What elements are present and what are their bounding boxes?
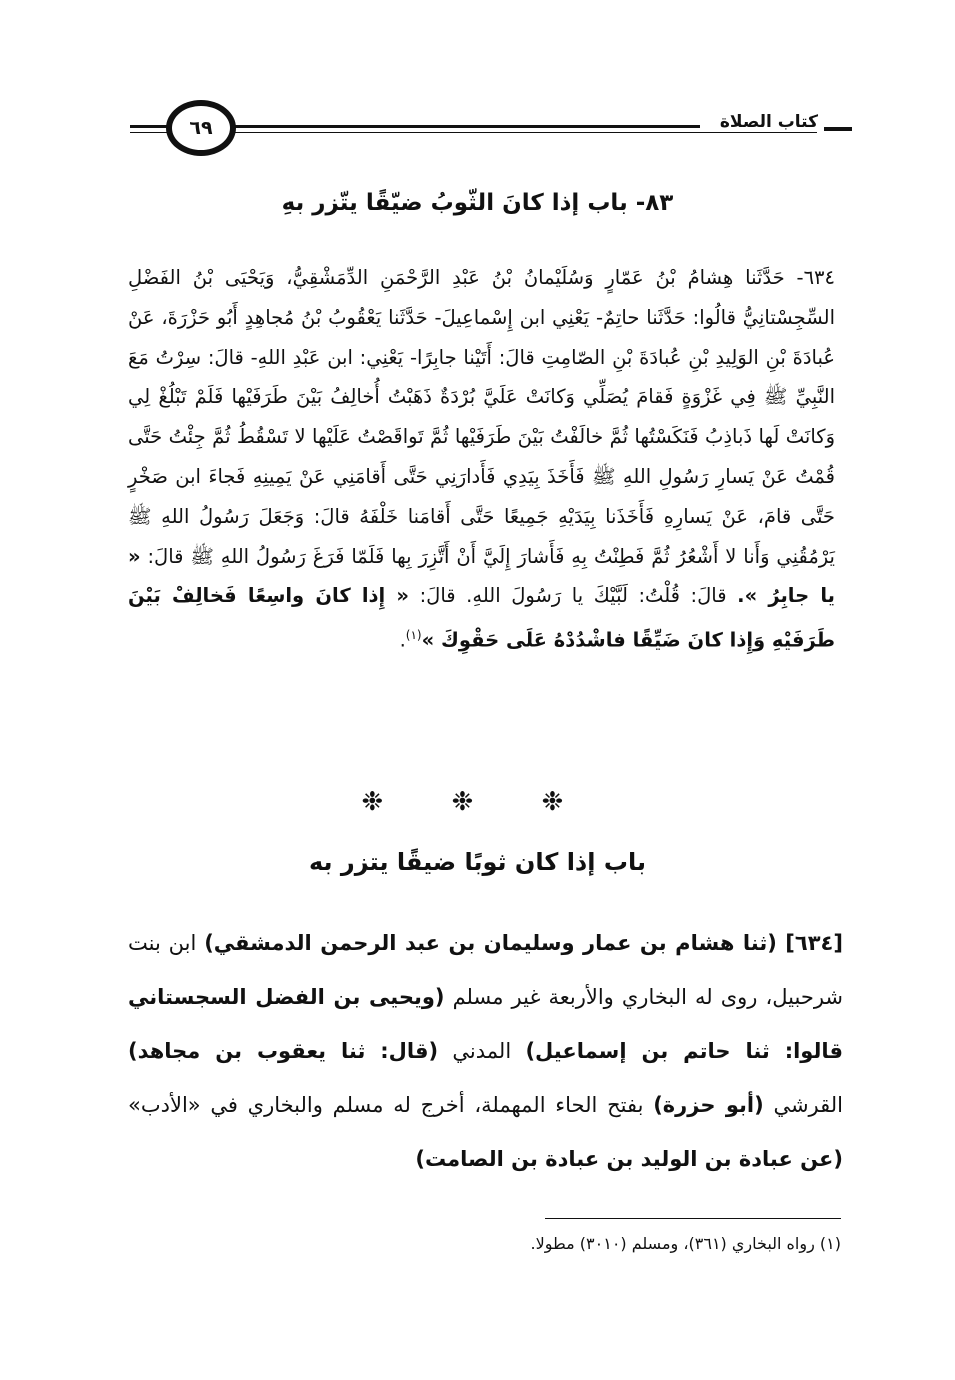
- chapter-title: ٨٣- باب إذا كانَ الثّوبُ ضيّقًا يتّزر بهِ: [281, 190, 674, 216]
- hadith-end: .: [399, 628, 406, 652]
- header-rule: [230, 132, 817, 133]
- hadith-number: ٦٣٤-: [796, 266, 835, 289]
- page-number-frame: [166, 100, 236, 156]
- commentary-quote: [٦٣٤] (ثنا هشام بن عمار وسليمان بن عبد الرحمن الدمشقي): [204, 931, 843, 955]
- commentary-title: باب إذا كان ثوبًا ضيقًا يتزر به: [309, 848, 646, 876]
- hadith-text: [128, 258, 835, 660]
- running-title: كتاب الصلاة: [700, 112, 824, 132]
- commentary-quote: (ويحيى بن الفضل السجستاني قالوا: ثنا حاتم بن إسماعيل): [128, 985, 843, 1063]
- section-separator: ❉ ❉ ❉: [361, 787, 594, 817]
- commentary-note: المدني: [452, 1039, 512, 1063]
- footnote-reference[interactable]: (١): [405, 628, 422, 643]
- prophet-quote: « إِذا كانَ واسِعًا فَخالِفْ بَيْنَ طَرَفَيْهِ وَإِذا كانَ ضَيِّقًا فاشْدُدْهُ عَلَى حَقْوِكَ »: [128, 584, 835, 652]
- commentary-note: ابن بنت شرحبيل، روى له البخاري والأربعة غير مسلم: [128, 931, 844, 1009]
- commentary-quote: (قال: ثنا يعقوب بن مجاهد): [128, 1039, 439, 1063]
- prophet-quote: « يا جابِرُ ».: [128, 544, 835, 608]
- footnote-divider: [545, 1218, 841, 1219]
- commentary-note: بفتح الحاء المهملة، أخرج له مسلم والبخاري في «الأدب»: [128, 1093, 644, 1117]
- commentary-quote: (أبو حزرة): [653, 1093, 764, 1117]
- footnote: (١) رواه البخاري (٣٦١)، ومسلم (٣٠١٠) مطولا.: [530, 1234, 841, 1253]
- page-number: ٦٩: [189, 117, 213, 139]
- commentary-quote: (عن عبادة بن الوليد بن عبادة بن الصامت): [415, 1147, 843, 1171]
- commentary-note: القرشي: [773, 1093, 843, 1117]
- hadith-body: قالَ: قُلْتُ: لَبَّيْكَ يا رَسُولَ اللهِ. قالَ:: [419, 584, 727, 608]
- commentary-text: [128, 916, 843, 1186]
- hadith-body: حَدَّثَنا هِشامُ بْنُ عَمّارٍ وَسُلَيْمانُ بْنُ عَبْدِ الرَّحْمَنِ الدِّمَشْقِيُّ، وَيَحْيَى بْنُ الفَضْلِ السِّجِسْتانِيُّ قالُوا: حَدَّثَنا حاتِمٌ- يَعْنِي ابن إِسْماعِيلَ- حَدَّثَنا يَعْقُوبُ بْنُ مُجاهِدٍ أَبُو حَزْرَةَ، عَنْ عُبادَةَ بْنِ الوَلِيدِ بْنِ عُبادَةَ بْنِ الصّامِتِ قالَ: أَتَيْنا جابِرًا- يَعْنِي: ابن عَبْدِ اللهِ- قالَ: سِرْتُ مَعَ النَّبِيِّ ﷺ فِي غَزْوَةٍ فَقامَ يُصَلِّي وَكانَتْ عَلَيَّ بُرْدَةٌ ذَهَبْتُ أُخالِفُ بَيْنَ طَرَفَيْها فَلَمْ تَبْلُغْ لِي وَكانَتْ لَها ذَباذِبُ فَنَكَسْتُها ثُمَّ خالَفْتُ بَيْنَ طَرَفَيْها ثُمَّ تَواقَصْتُ عَلَيْها لا تَسْقُطُ ثُمَّ جِئْتُ حَتَّى قُمْتُ عَنْ يَسارِ رَسُولِ اللهِ ﷺ فَأَخَذَ بِيَدِي فَأَدارَنِي حَتَّى أَقامَنِي عَنْ يَمِينِهِ فَجاءَ ابن صَخْرٍ حَتَّى قامَ، عَنْ يَسارِهِ فَأَخَذَنا بِيَدَيْهِ جَمِيعًا حَتَّى أَقامَنا خَلْفَهُ قالَ: وَجَعَلَ رَسُولُ اللهِ ﷺ يَرْمُقُنِي وَأَنا لا أَشْعُرُ ثُمَّ فَطِنْتُ بِهِ فَأَشارَ إِلَيَّ أَنْ أَتَّزِرَ بِها فَلَمّا فَرَغَ رَسُولُ اللهِ ﷺ قالَ:: [128, 266, 835, 568]
